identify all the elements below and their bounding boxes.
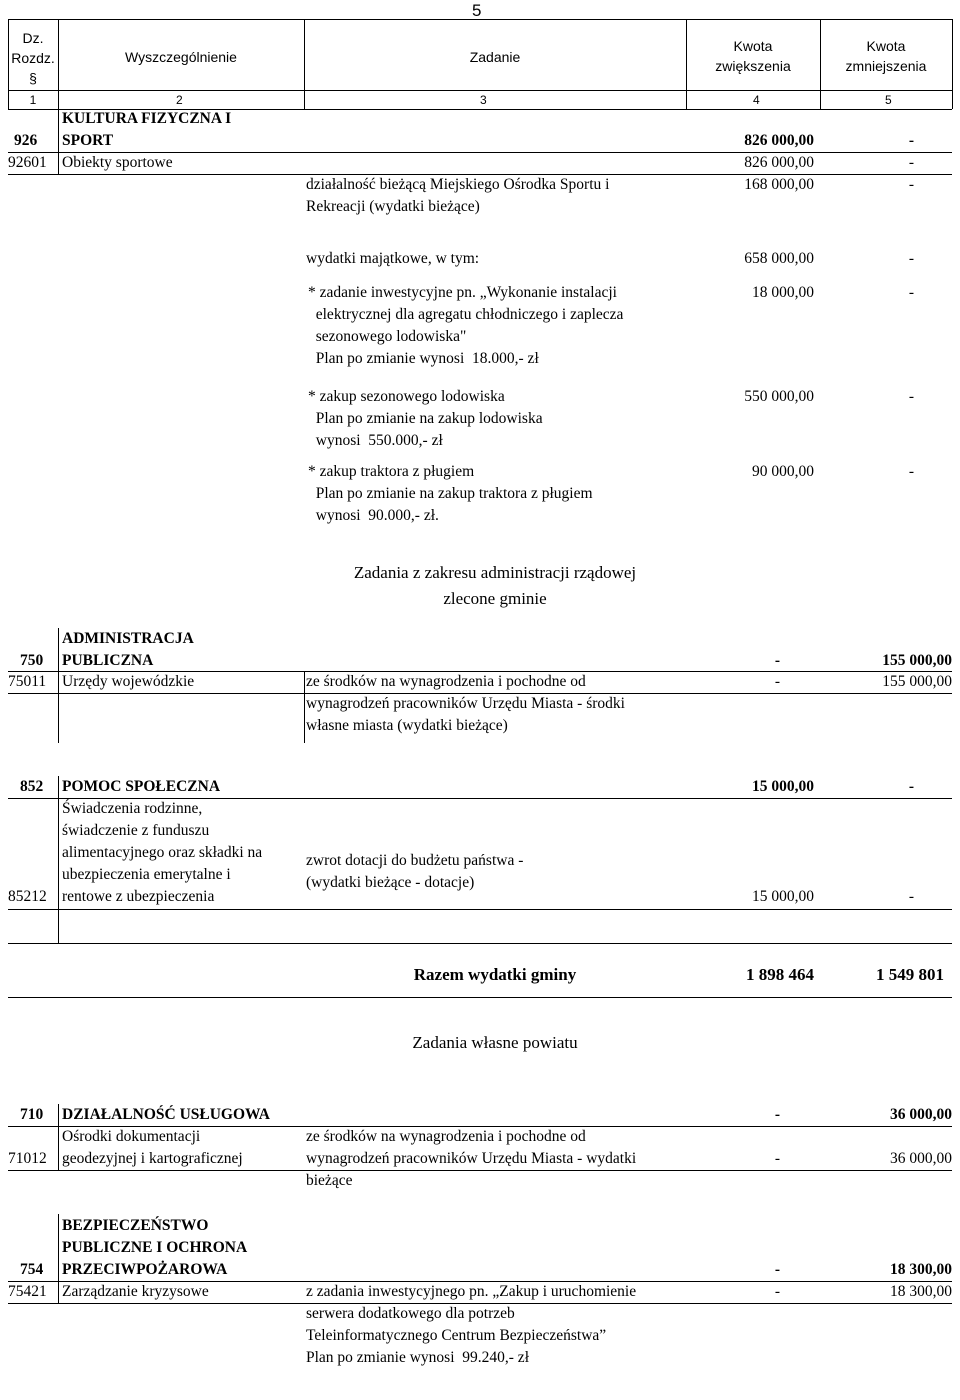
amount-decrease: - [908, 250, 914, 267]
amount-increase: 15 000,00 [752, 888, 814, 905]
header-top-border [8, 19, 952, 20]
amount-increase: - [774, 1261, 780, 1278]
task-description: ze środków na wynagrodzenia i pochodne od wynagrodzeń pracowników Urzędu Miasta - wydatki bieżące [306, 1128, 637, 1189]
section-name: DZIAŁALNOŚĆ USŁUGOWA [62, 1106, 271, 1123]
section-name: POMOC SPOŁECZNA [62, 778, 221, 795]
row-vline [58, 628, 59, 671]
amount-decrease: - [908, 463, 914, 480]
amount-increase: - [774, 1150, 780, 1167]
row-border [8, 909, 952, 910]
amount-increase: 18 000,00 [752, 284, 814, 301]
row-vline [58, 671, 59, 693]
row-vline [58, 1281, 59, 1303]
header-task: Zadanie [469, 49, 521, 65]
col-number: 4 [753, 93, 760, 107]
chapter-name: Obiekty sportowe [62, 154, 173, 171]
amount-increase: - [774, 652, 780, 669]
row-vline [58, 1214, 59, 1281]
task-description: zwrot dotacji do budżetu państwa - (wydatki bieżące - dotacje) [306, 852, 524, 891]
amount-increase: 826 000,00 [744, 154, 814, 171]
amount-decrease: - [908, 888, 914, 905]
task-description: wydatki majątkowe, w tym: [306, 250, 480, 267]
amount-increase: 550 000,00 [744, 388, 814, 405]
amount-decrease: 18 300,00 [890, 1261, 952, 1278]
chapter-name: Zarządzanie kryzysowe [62, 1283, 209, 1300]
amount-increase: - [774, 673, 780, 690]
task-description: * zakup sezonowego lodowiska Plan po zmianie na zakup lodowiska wynosi 550.000,- zł [308, 388, 543, 449]
amount-decrease: 155 000,00 [882, 673, 952, 690]
total-decrease: 1 549 801 [876, 965, 944, 984]
section-code: 754 [20, 1261, 44, 1278]
task-description: z zadania inwestycyjnego pn. „Zakup i uruchomienie serwera dodatkowego dla potrzeb Teleinformatycznego Centrum Bezpieczeństwa” Plan po zmianie wynosi 99.240,- zł [306, 1283, 637, 1366]
amount-increase: 15 000,00 [752, 778, 814, 795]
amount-decrease: - [908, 284, 914, 301]
amount-increase: 90 000,00 [752, 463, 814, 480]
header-description: Wyszczególnienie [125, 49, 237, 65]
task-description: * zadanie inwestycyjne pn. „Wykonanie instalacji elektrycznej dla agregatu chłodniczego i zaplecza sezonowego lodowiska" Plan po zmianie wynosi 18.000,- zł [308, 284, 624, 367]
amount-decrease: - [908, 388, 914, 405]
amount-decrease: 18 300,00 [890, 1283, 952, 1300]
row-vline [58, 109, 59, 152]
amount-decrease: - [908, 778, 914, 795]
row-vline [58, 1104, 59, 1126]
amount-increase: 168 000,00 [744, 176, 814, 193]
amount-increase: - [774, 1283, 780, 1300]
chapter-code: 85212 [8, 888, 47, 905]
row-vline [58, 1126, 59, 1170]
header-dz-rozdz: Dz. Rozdz. § [11, 30, 55, 86]
chapter-code: 92601 [8, 154, 47, 171]
row-vline [58, 798, 59, 943]
row-border [8, 943, 952, 944]
chapter-name: Ośrodki dokumentacji geodezyjnej i kartograficznej [62, 1128, 243, 1167]
chapter-code: 75421 [8, 1283, 47, 1300]
total-increase: 1 898 464 [746, 965, 814, 984]
col-number: 5 [885, 93, 892, 107]
col-number: 3 [480, 93, 487, 107]
section-name: ADMINISTRACJA PUBLICZNA [62, 630, 194, 669]
section-heading: Zadania z zakresu administracji rządowej zlecone gminie [353, 563, 637, 608]
chapter-name: Świadczenia rodzinne, świadczenie z funduszu alimentacyjnego oraz składki na ubezpieczenia emerytalne i rentowe z ubezpieczenia [62, 800, 263, 905]
header-increase: Kwota zwiększenia [715, 38, 791, 74]
total-label: Razem wydatki gminy [413, 965, 577, 984]
amount-decrease: 155 000,00 [882, 652, 952, 669]
section-heading: Zadania własne powiatu [412, 1033, 578, 1052]
section-code: 750 [20, 652, 44, 669]
amount-increase: - [774, 1106, 780, 1123]
section-code: 852 [20, 778, 44, 795]
row-vline [304, 671, 305, 743]
amount-increase: 826 000,00 [744, 132, 814, 149]
header-decrease: Kwota zmniejszenia [845, 38, 927, 74]
amount-decrease: 36 000,00 [890, 1150, 952, 1167]
section-name: KULTURA FIZYCZNA I SPORT [62, 110, 232, 149]
amount-decrease: - [908, 176, 914, 193]
section-name: BEZPIECZEŃSTWO PUBLICZNE I OCHRONA PRZECIWPOŻAROWA [62, 1217, 248, 1278]
col-number: 1 [29, 93, 37, 107]
amount-decrease: 36 000,00 [890, 1106, 952, 1123]
task-description: ze środków na wynagrodzenia i pochodne od wynagrodzeń pracowników Urzędu Miasta - środki własne miasta (wydatki bieżące) [306, 673, 625, 734]
amount-increase: 658 000,00 [744, 250, 814, 267]
task-description: działalność bieżącą Miejskiego Ośrodka Sportu i Rekreacji (wydatki bieżące) [306, 176, 610, 215]
chapter-code: 71012 [8, 1150, 47, 1167]
page-number: 5 [472, 1, 482, 20]
task-description: * zakup traktora z pługiem Plan po zmianie na zakup traktora z pługiem wynosi 90.000,- zł. [308, 463, 593, 524]
row-border [8, 997, 952, 998]
row-vline [58, 776, 59, 798]
chapter-name: Urzędy wojewódzkie [62, 673, 195, 690]
section-code: 710 [20, 1106, 44, 1123]
row-vline [58, 152, 59, 174]
amount-decrease: - [908, 154, 914, 171]
col-number: 2 [176, 93, 183, 107]
chapter-code: 75011 [8, 673, 47, 690]
amount-decrease: - [908, 132, 914, 149]
row-vline [58, 693, 59, 743]
section-code: 926 [14, 132, 38, 149]
header-vline [952, 19, 953, 109]
